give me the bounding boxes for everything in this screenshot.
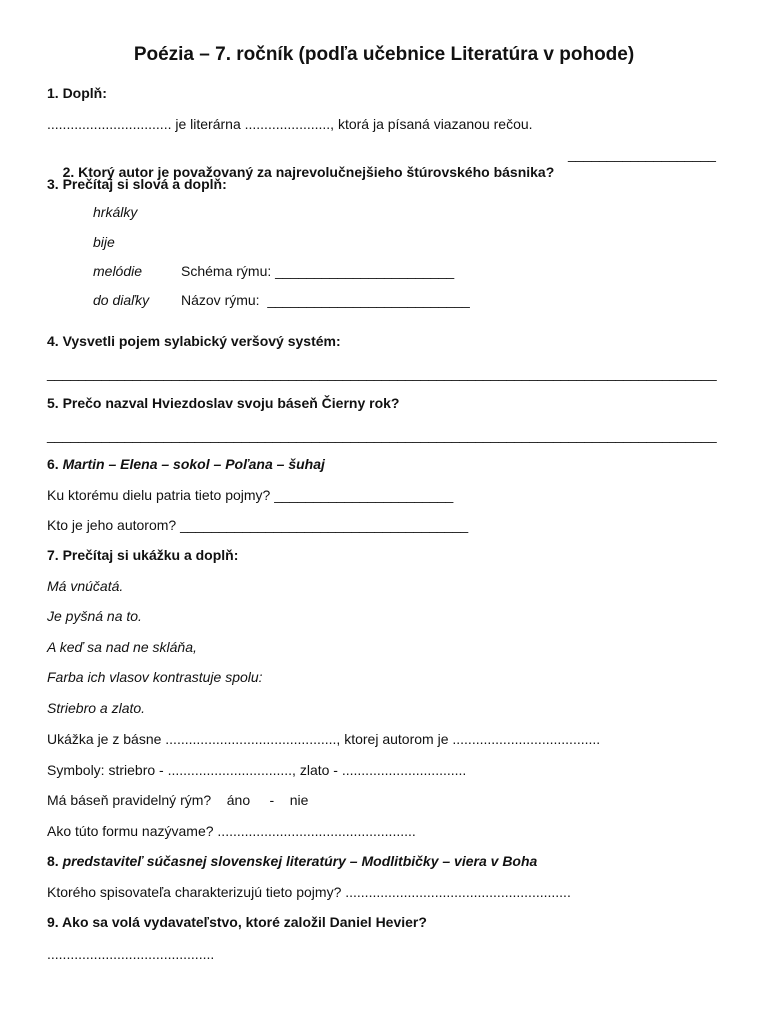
q3-name-label: Názov rýmu: __________________________ (181, 292, 470, 308)
q7-symbols-line: Symboly: striebro - ................................, zlato - ................................ (47, 762, 467, 778)
q8-terms: predstaviteľ súčasnej slovenskej literatúry – Modlitbičky – viera v Boha (62, 853, 538, 869)
q6-number: 6. (47, 456, 63, 472)
q6-terms: Martin – Elena – sokol – Poľana – šuhaj (62, 456, 325, 472)
q4-answer-line: ______________________________________________________________________________________ (47, 365, 717, 381)
q7-poem-line-5: Striebro a zlato. (47, 700, 146, 716)
q4-heading: 4. Vysvetli pojem sylabický veršový systém: (47, 333, 341, 349)
q7-poem-line-4: Farba ich vlasov kontrastuje spolu: (47, 669, 263, 685)
q7-form-line: Ako túto formu nazývame? ................................................... (47, 823, 416, 839)
q1-fill-line: ................................ je literárna ......................, ktorá ja písaná viazanou rečou. (47, 116, 533, 132)
q8-number: 8. (47, 853, 63, 869)
page-title: Poézia – 7. ročník (podľa učebnice Literatúra v pohode) (133, 44, 635, 65)
q7-poem-line-3: A keď sa nad ne skláňa, (47, 639, 197, 655)
q9-answer-line: ........................................... (47, 946, 215, 962)
q8-writer-line: Ktorého spisovateľa charakterizujú tieto pojmy? .......................................................... (47, 884, 571, 900)
q3-word-3: melódie (93, 263, 143, 279)
q3-heading: 3. Prečítaj si slová a doplň: (47, 176, 227, 192)
q6-author-line: Kto je jeho autorom? _____________________________________ (47, 517, 469, 533)
q8-heading (47, 852, 537, 870)
q7-poem-line-2: Je pyšná na to. (47, 608, 142, 624)
q9-heading: 9. Ako sa volá vydavateľstvo, ktoré založil Daniel Hevier? (47, 914, 427, 930)
q3-word-2: bije (93, 234, 115, 250)
q2-text: 2. Ktorý autor je považovaný za najrevolučnejšieho štúrovského básnika? (62, 164, 555, 180)
q5-heading: 5. Prečo nazval Hviezdoslav svoju báseň Čierny rok? (47, 395, 400, 411)
q7-rhyme-line: Má báseň pravidelný rým? áno - nie (47, 792, 309, 808)
q7-heading: 7. Prečítaj si ukážku a doplň: (47, 547, 239, 563)
q3-scheme-label: Schéma rýmu: _______________________ (181, 263, 455, 279)
q3-word-4: do diaľky (93, 292, 150, 308)
q1-heading: 1. Doplň: (47, 85, 107, 101)
q7-source-line: Ukážka je z básne ............................................, ktorej autorom je ...................................... (47, 731, 601, 747)
q5-answer-line: ______________________________________________________________________________________ (47, 427, 717, 443)
q7-poem-line-1: Má vnúčatá. (47, 578, 124, 594)
q6-heading (47, 455, 325, 473)
q6-work-line: Ku ktorému dielu patria tieto pojmy? _______________________ (47, 487, 454, 503)
q3-word-1: hrkálky (93, 204, 138, 220)
q2-answer-blank: ___________________ (568, 146, 716, 162)
